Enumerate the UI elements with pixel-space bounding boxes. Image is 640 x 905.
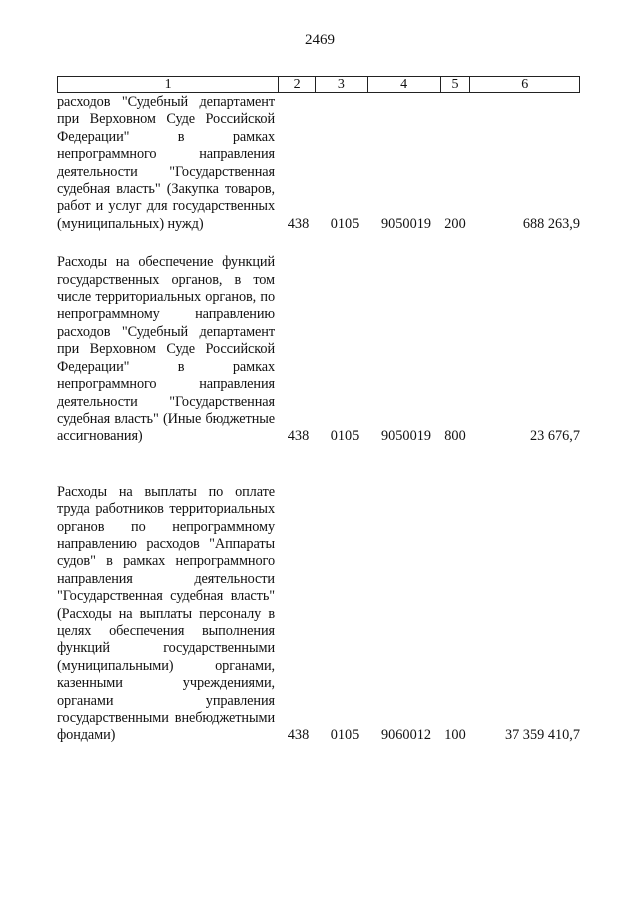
row-description: Расходы на обеспечение функций государственных органов, в том числе территориальных органов, по непрограммному направлению расходов "Судебный департамент при Верховном Суде Российской Федерации" в рамках непрограммного направления деятельности "Государственная судебная власть" (Иные бюджетные ассигнования) (57, 254, 275, 445)
header-col-5: 5 (441, 77, 471, 92)
row-target-code: 9060012 (380, 727, 432, 744)
row-ministry-code: 438 (287, 428, 310, 445)
row-target-code: 9050019 (380, 428, 432, 445)
table-row (57, 484, 580, 745)
row-type-code: 800 (444, 428, 466, 445)
row-section-code: 0105 (330, 215, 360, 232)
row-amount: 37 359 410,7 (504, 727, 580, 744)
header-col-4: 4 (368, 77, 441, 92)
table-row (57, 94, 580, 233)
row-description: Расходы на выплаты по оплате труда работников территориальных органов по непрограммному направлению расходов "Аппараты судов" в рамках непрограммного направления деятельности "Государственная судебная власть" (Расходы на выплаты персоналу в целях обеспечения выполнения функций государственными (муниципальными) органами, казенными учреждениями, органами управления государственными внебюджетными фондами) (57, 483, 275, 744)
table-row (57, 254, 580, 445)
row-section-code: 0105 (330, 727, 360, 744)
row-ministry-code: 438 (287, 727, 310, 744)
page-number: 2469 (305, 32, 335, 48)
table-body (57, 94, 580, 745)
header-col-6: 6 (521, 77, 529, 92)
row-description: расходов "Судебный департамент при Верховном Суде Российской Федерации" в рамках непрограммного направления деятельности "Государственная судебная власть" (Закупка товаров, работ и услуг для государственных (муниципальных) нужд) (57, 94, 275, 232)
header-col-1: 1 (58, 77, 279, 92)
row-target-code: 9050019 (380, 215, 432, 232)
table-header (57, 76, 580, 93)
row-type-code: 100 (444, 727, 466, 744)
header-col-2: 2 (279, 77, 316, 92)
row-amount: 688 263,9 (522, 215, 580, 232)
row-ministry-code: 438 (287, 215, 310, 232)
row-section-code: 0105 (330, 428, 360, 445)
row-amount: 23 676,7 (529, 428, 580, 445)
row-type-code: 200 (444, 215, 466, 232)
header-col-3: 3 (316, 77, 368, 92)
